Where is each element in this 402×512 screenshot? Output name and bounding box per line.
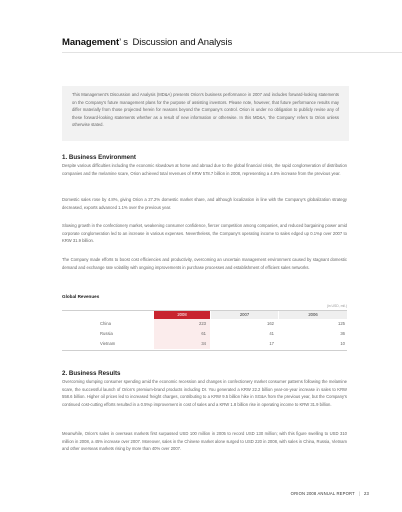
page-footer <box>291 491 369 496</box>
table-row-label: Russia <box>100 331 113 336</box>
table-cell: 41 <box>269 331 274 336</box>
section-heading-business-environment: 1. Business Environment <box>62 154 136 161</box>
page-title-main: Management <box>62 37 120 48</box>
paragraph: Meanwhile, Orion’s sales in overseas markets first surpassed USD 100 million in 2005 to record USD 130 million; with this figure swelling to USD 310 million in 2008, a 45% increase over 2007. Moreover, sales in the Chinese market alone surged to USD 220 in 2008, with sales in China, Russia, Vietnam and other overseas markets rising by more than 40% over 2007. <box>62 431 347 452</box>
paragraph: Overcoming slumping consumer spending amid the economic recession and changes in confectionery market consumer patterns following the melamine scare, the successful launch of Orion’s premium-brand products including Dr. You generated a KRW 22.2 billion year-on-year increase in sales to KRW 558.6 billion. Higher oil prices led to increased freight charges, contributing to a KRW 9.5 billion hike in SG&A from the previous year, but the Company’s continued cost-cutting efforts resulted in a 0.5%p improvement in cost of sales and a KRW 1.8 billion rise in operating income to KRW 31.9 billion. <box>62 379 347 407</box>
table-row-label: Vietnam <box>100 341 116 346</box>
section-heading-business-results: 2. Business Results <box>62 370 121 377</box>
page-number: 23 <box>364 491 369 496</box>
table-cell: 36 <box>340 331 345 336</box>
paragraph: Domestic sales rose by 4.8%, giving Orion a 27.2% domestic market share, and although localization in line with the Company’s globalization strategy decreased, exports advanced 1.1% over the previous year. <box>62 197 347 210</box>
table-cell: 34 <box>201 341 206 346</box>
table-cell: 17 <box>269 341 274 346</box>
title-divider <box>62 52 402 53</box>
table-header-cell: 2007 <box>211 311 278 319</box>
paragraph: Slowing growth in the confectionery market, weakening consumer confidence, fiercer competition among companies, and reduced bargaining power amid corporate conglomeration led to an increase in various expenses. Nevertheless, the Company’s operating income to sales edged up 0.1%p over 2007 to KRW 31.9 billion. <box>62 223 347 244</box>
table-row-label: China <box>100 321 111 326</box>
table-cell: 10 <box>340 341 345 346</box>
table-cell: 125 <box>338 321 345 326</box>
table-cell: 162 <box>267 321 274 326</box>
footer-separator: | <box>358 491 361 496</box>
page-title <box>62 37 232 48</box>
intro-box: This Management’s Discussion and Analysis (MD&A) presents Orion’s business performance in 2007 and includes forward-looking statements on the Company’s future management plans for the purpose of assisting investors. Please note, however, that future performance results may differ materially from those projected herein for reasons beyond the Company’s control. Orion is under no obligation to publicly revise any of these forward-looking statements whether as a result of new information or otherwise. In this MD&A, ‘the Company’ refers to Orion unless otherwise stated. <box>62 86 349 141</box>
paragraph: Despite various difficulties including the economic slowdown at home and abroad due to the global financial crisis, the rapid conglomeration of distribution companies and the melamine scare, Orion achieved total revenues of KRW 578.7 billion in 2008, representing a 4.6% increase from the previous year. <box>62 163 347 176</box>
table-header-cell: 2008 <box>154 311 210 319</box>
table-cell: 61 <box>201 331 206 336</box>
table-title: Global Revenues <box>62 294 100 299</box>
table-header-cell: 2006 <box>279 311 347 319</box>
table-bottom-rule <box>62 350 347 351</box>
paragraph: The Company made efforts to boost cost efficiencies and productivity, overcoming an uncertain management environment caused by stagnant domestic demand and exchange rate volatility with ongoing improvements in purchase processes and establishment of efficient sales networks. <box>62 257 347 270</box>
table-unit: (in USD, mil.) <box>326 304 347 308</box>
page-title-rest: Discussion and Analysis <box>132 37 233 48</box>
footer-report-title: ORION 2008 ANNUAL REPORT <box>290 491 355 496</box>
page-title-apostrophe: ’ s <box>119 37 128 48</box>
table-cell: 223 <box>199 321 206 326</box>
